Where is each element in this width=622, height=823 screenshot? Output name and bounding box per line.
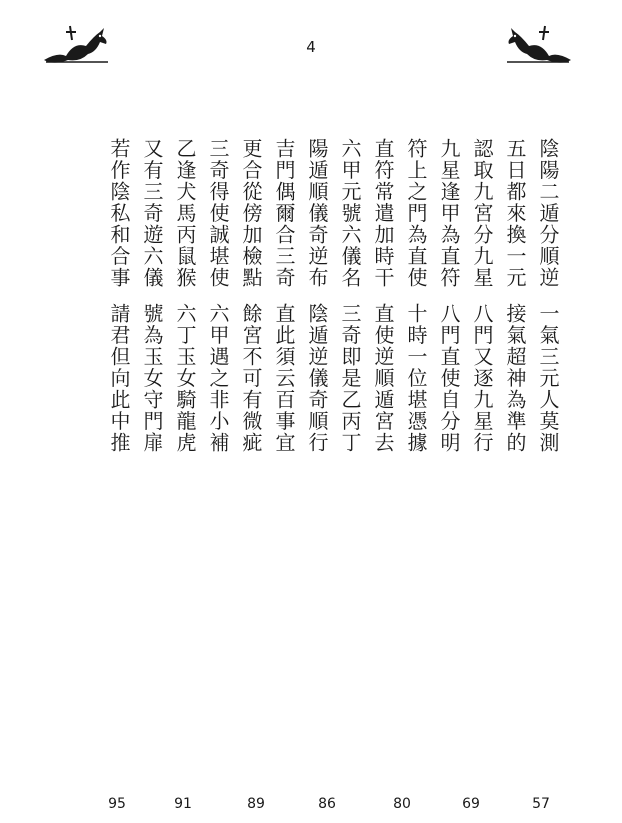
verse-column-bottom: 請君但向此中推: [107, 303, 131, 454]
verse-column-top: 陽遁順儀奇逆布: [305, 138, 329, 289]
verse-column-top: 若作陰私和合事: [107, 138, 131, 289]
footer-page-number: 95: [108, 796, 126, 812]
verse-column-bottom: 直此須云百事宜: [272, 303, 296, 454]
verse-column-bottom: 接氣超神為準的: [503, 303, 527, 454]
verse-column-top: 乙逢犬馬丙鼠猴: [173, 138, 197, 289]
footer-page-number: 91: [174, 796, 192, 812]
verse-column-bottom: 一氣三元人莫測: [536, 303, 560, 454]
verse-column-bottom: 陰遁逆儀奇順行: [305, 303, 329, 454]
verse-column-top: 九星逢甲為直符: [437, 138, 461, 289]
verse-column-bottom: 三奇即是乙丙丁: [338, 303, 362, 454]
footer-page-number: 80: [393, 796, 411, 812]
verse-column-top: 五日都來換一元: [503, 138, 527, 289]
verse-column-top: 又有三奇遊六儀: [140, 138, 164, 289]
verse-column-top: 陰陽二遁分順逆: [536, 138, 560, 289]
verse-column-top: 三奇得使誠堪使: [206, 138, 230, 289]
verse-column-bottom: 八門又逐九星行: [470, 303, 494, 454]
footer-page-number: 57: [532, 796, 550, 812]
verse-column-top: 符上之門為直使: [404, 138, 428, 289]
verse-column-bottom: 六丁玉女騎龍虎: [173, 303, 197, 454]
verse-column-bottom: 十時一位堪憑據: [404, 303, 428, 454]
footer-page-number: 86: [318, 796, 336, 812]
verse-column-bottom: 直使逆順遁宮去: [371, 303, 395, 454]
horse-ornament-icon: [503, 22, 575, 66]
verse-column-top: 更合從傍加檢點: [239, 138, 263, 289]
verse-column-top: 認取九宮分九星: [470, 138, 494, 289]
verse-column-top: 六甲元號六儀名: [338, 138, 362, 289]
footer-page-number: 89: [247, 796, 265, 812]
page-number: 4: [306, 38, 316, 56]
verse-column-bottom: 號為玉女守門扉: [140, 303, 164, 454]
verse-column-bottom: 八門直使自分明: [437, 303, 461, 454]
verse-column-top: 吉門偶爾合三奇: [272, 138, 296, 289]
footer-page-number: 69: [462, 796, 480, 812]
verse-column-bottom: 餘宮不可有微疵: [239, 303, 263, 454]
verse-column-bottom: 六甲遇之非小補: [206, 303, 230, 454]
verse-column-top: 直符常遣加時干: [371, 138, 395, 289]
